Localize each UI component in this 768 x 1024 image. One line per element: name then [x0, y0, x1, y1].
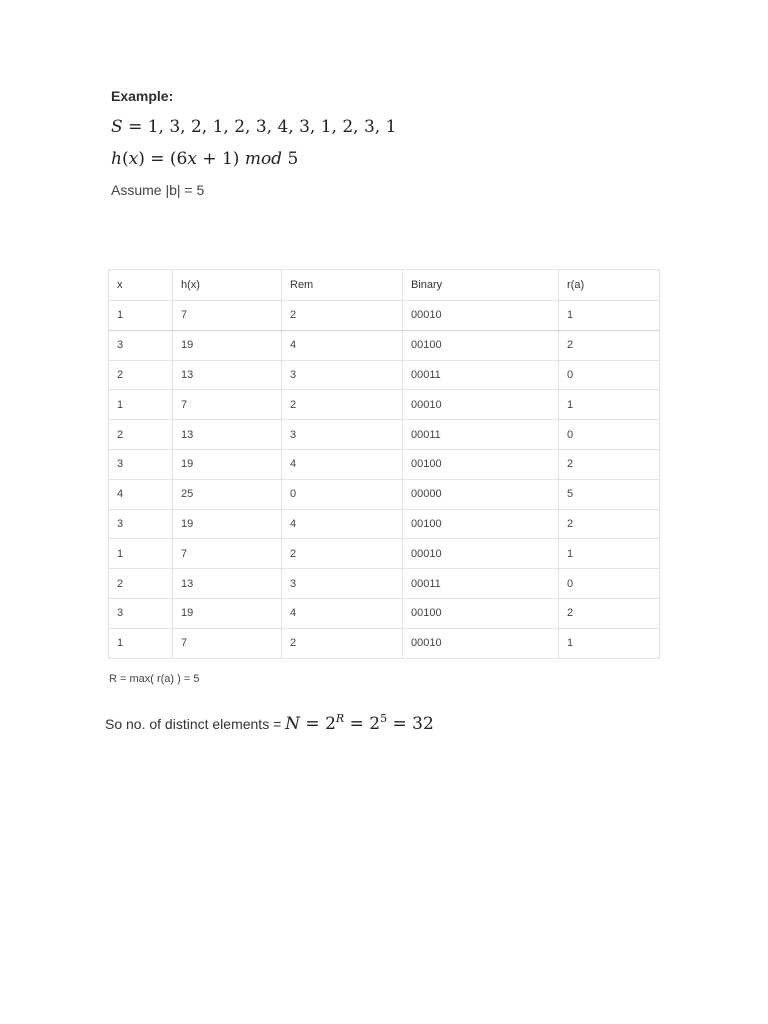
table-row [109, 628, 660, 658]
distinct-prefix: So no. of distinct elements = [105, 716, 286, 732]
cell-binary: 00011 [403, 360, 559, 390]
cell-hx: 7 [173, 628, 282, 658]
cell-binary: 00010 [403, 539, 559, 569]
cell-x: 3 [109, 449, 173, 479]
distinct-elements-line [105, 712, 434, 734]
hash-fn-name: h [111, 149, 122, 169]
hash-fn-var: x [187, 149, 197, 169]
cell-binary: 00010 [403, 390, 559, 420]
hash-function-equation [111, 149, 298, 169]
cell-ra: 2 [559, 330, 660, 360]
cell-hx: 25 [173, 479, 282, 509]
table-row [109, 539, 660, 569]
cell-x: 2 [109, 420, 173, 450]
cell-hx: 19 [173, 330, 282, 360]
hash-fn-mod: mod [244, 149, 283, 169]
cell-hx: 7 [173, 390, 282, 420]
cell-x: 1 [109, 539, 173, 569]
cell-rem: 4 [282, 330, 403, 360]
header-ra: r(a) [559, 270, 660, 301]
cell-binary: 00010 [403, 301, 559, 331]
header-binary: Binary [403, 270, 559, 301]
cell-ra: 0 [559, 569, 660, 599]
cell-hx: 19 [173, 598, 282, 628]
cell-binary: 00100 [403, 449, 559, 479]
cell-x: 3 [109, 598, 173, 628]
cell-binary: 00011 [403, 420, 559, 450]
distinct-sup-r: R [335, 712, 345, 725]
cell-x: 1 [109, 301, 173, 331]
cell-ra: 2 [559, 449, 660, 479]
hash-fn-arg: x [128, 149, 139, 169]
distinct-formula [285, 714, 434, 734]
table-row [109, 360, 660, 390]
table-row [109, 420, 660, 450]
cell-binary: 00100 [403, 598, 559, 628]
distinct-sup-5: 5 [380, 712, 388, 725]
cell-ra: 1 [559, 390, 660, 420]
sequence-values: = 1, 3, 2, 1, 2, 3, 4, 3, 1, 2, 3, 1 [128, 117, 397, 137]
assumption-text: Assume |b| = 5 [111, 182, 205, 198]
cell-binary: 00010 [403, 628, 559, 658]
hash-fn-modulus: 5 [282, 149, 299, 169]
table-row [109, 509, 660, 539]
table-row [109, 598, 660, 628]
distinct-eq3: = 32 [387, 714, 434, 734]
cell-rem: 2 [282, 390, 403, 420]
cell-rem: 3 [282, 569, 403, 599]
cell-rem: 3 [282, 420, 403, 450]
cell-ra: 0 [559, 360, 660, 390]
cell-x: 1 [109, 390, 173, 420]
cell-ra: 1 [559, 628, 660, 658]
distinct-n: N [285, 714, 301, 734]
hash-fn-paren-open: ( [121, 149, 129, 169]
cell-binary: 00100 [403, 509, 559, 539]
header-hx: h(x) [173, 270, 282, 301]
cell-rem: 4 [282, 449, 403, 479]
table-header-row [109, 270, 660, 301]
sequence-symbol: S [111, 117, 123, 137]
cell-rem: 2 [282, 301, 403, 331]
sequence-equation [111, 117, 396, 137]
cell-rem: 2 [282, 539, 403, 569]
cell-ra: 1 [559, 539, 660, 569]
cell-x: 2 [109, 569, 173, 599]
cell-ra: 2 [559, 598, 660, 628]
cell-x: 3 [109, 509, 173, 539]
cell-rem: 3 [282, 360, 403, 390]
cell-hx: 13 [173, 360, 282, 390]
table-row [109, 479, 660, 509]
hash-table [108, 269, 660, 659]
cell-x: 4 [109, 479, 173, 509]
cell-ra: 2 [559, 509, 660, 539]
cell-hx: 13 [173, 420, 282, 450]
table-row [109, 390, 660, 420]
hash-fn-eq: = (6 [144, 149, 188, 169]
cell-rem: 2 [282, 628, 403, 658]
table-row [109, 449, 660, 479]
max-r-result: R = max( r(a) ) = 5 [109, 673, 200, 685]
cell-hx: 19 [173, 449, 282, 479]
cell-rem: 0 [282, 479, 403, 509]
table-row [109, 569, 660, 599]
example-heading: Example: [111, 88, 174, 104]
cell-x: 2 [109, 360, 173, 390]
cell-hx: 13 [173, 569, 282, 599]
cell-ra: 1 [559, 301, 660, 331]
cell-hx: 19 [173, 509, 282, 539]
table-row [109, 330, 660, 360]
cell-hx: 7 [173, 301, 282, 331]
hash-fn-paren-close: ) [138, 149, 145, 169]
distinct-eq1: = 2 [300, 714, 336, 734]
cell-rem: 4 [282, 509, 403, 539]
distinct-eq2: = 2 [344, 714, 381, 734]
cell-ra: 0 [559, 420, 660, 450]
cell-hx: 7 [173, 539, 282, 569]
cell-x: 1 [109, 628, 173, 658]
cell-ra: 5 [559, 479, 660, 509]
hash-fn-plus: + 1) [196, 149, 245, 169]
cell-binary: 00100 [403, 330, 559, 360]
table-body [109, 301, 660, 659]
cell-binary: 00000 [403, 479, 559, 509]
header-x: x [109, 270, 173, 301]
table-row [109, 301, 660, 331]
cell-rem: 4 [282, 598, 403, 628]
cell-x: 3 [109, 330, 173, 360]
cell-binary: 00011 [403, 569, 559, 599]
header-rem: Rem [282, 270, 403, 301]
